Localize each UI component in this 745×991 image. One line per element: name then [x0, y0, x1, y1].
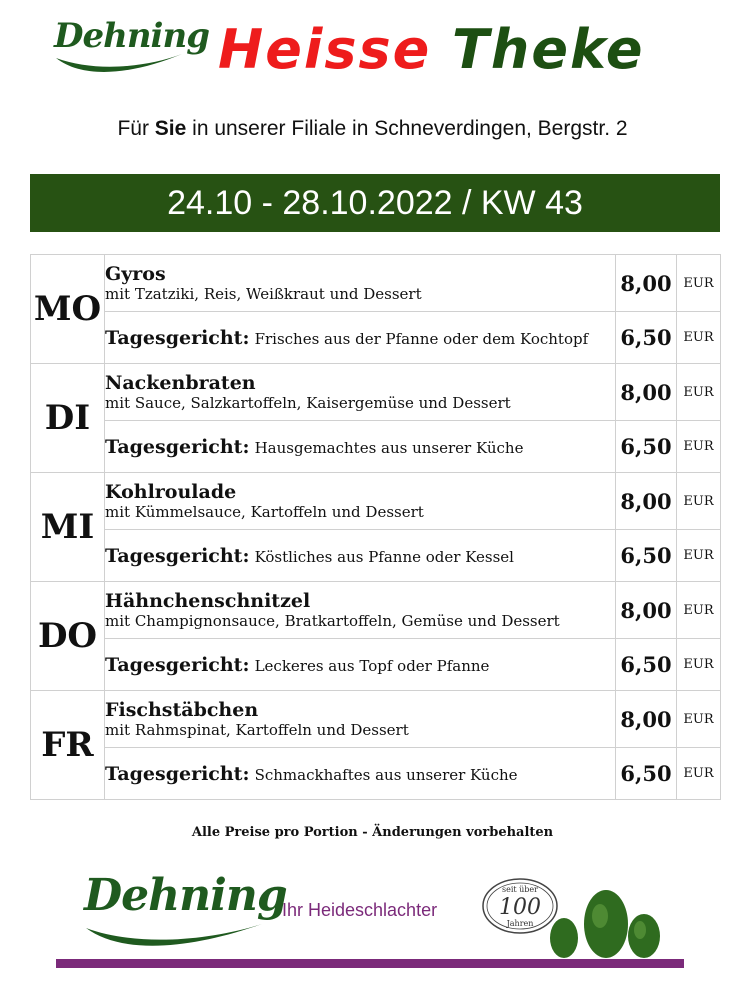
daily-label: Tagesgericht: — [105, 326, 250, 349]
dish-cell — [105, 691, 616, 748]
dish-sides: mit Champignonsauce, Bratkartoffeln, Gemüse und Dessert — [105, 611, 560, 630]
daily-cell — [105, 312, 616, 364]
dish-price: 8,00 — [616, 255, 677, 312]
dish-currency: EUR — [677, 255, 721, 312]
day-label: MI — [31, 473, 105, 582]
dish-currency: EUR — [677, 473, 721, 530]
daily-price: 6,50 — [616, 312, 677, 364]
slogan: Ihr Heideschlachter — [282, 900, 438, 920]
daily-label: Tagesgericht: — [105, 435, 250, 458]
daily-text: Köstliches aus Pfanne oder Kessel — [254, 547, 514, 566]
seal-bottom-text: Jahren — [506, 919, 534, 928]
footer-logo-wordmark: Dehning — [84, 870, 287, 921]
daily-cell — [105, 421, 616, 473]
logo-wordmark: Dehning — [54, 16, 209, 56]
dish-sides: mit Rahmspinat, Kartoffeln und Dessert — [105, 720, 409, 739]
menu-row-main — [31, 255, 721, 312]
daily-text: Leckeres aus Topf oder Pfanne — [254, 656, 490, 675]
menu-row-daily — [31, 639, 721, 691]
subtitle-prefix: Für — [117, 117, 155, 140]
dish-cell — [105, 582, 616, 639]
dish-currency: EUR — [677, 364, 721, 421]
dish-cell — [105, 364, 616, 421]
dish-name: Kohlroulade — [105, 480, 237, 503]
day-label: DI — [31, 364, 105, 473]
dish-sides: mit Kümmelsauce, Kartoffeln und Dessert — [105, 502, 424, 521]
dish-price: 8,00 — [616, 582, 677, 639]
daily-label: Tagesgericht: — [105, 544, 250, 567]
menu-row-main — [31, 691, 721, 748]
day-label: MO — [31, 255, 105, 364]
menu-table — [30, 254, 721, 800]
dish-sides: mit Sauce, Salzkartoffeln, Kaisergemüse und Dessert — [105, 393, 511, 412]
daily-currency: EUR — [677, 748, 721, 800]
menu-row-main — [31, 582, 721, 639]
dish-cell — [105, 255, 616, 312]
title-word-heisse: Heisse — [218, 18, 432, 81]
header — [0, 0, 745, 100]
daily-currency: EUR — [677, 530, 721, 582]
daily-price: 6,50 — [616, 639, 677, 691]
dish-name: Hähnchenschnitzel — [105, 589, 311, 612]
dish-currency: EUR — [677, 582, 721, 639]
menu-row-daily — [31, 421, 721, 473]
daily-cell — [105, 748, 616, 800]
daily-label: Tagesgericht: — [105, 653, 250, 676]
dish-cell — [105, 473, 616, 530]
dish-price: 8,00 — [616, 691, 677, 748]
dish-price: 8,00 — [616, 364, 677, 421]
date-range-banner: 24.10 - 28.10.2022 / KW 43 — [30, 174, 720, 232]
seal-number: 100 — [499, 895, 541, 920]
location-subtitle — [0, 117, 745, 141]
dish-sides: mit Tzatziki, Reis, Weißkraut und Dessert — [105, 284, 422, 303]
day-label: FR — [31, 691, 105, 800]
daily-cell — [105, 639, 616, 691]
daily-text: Frisches aus der Pfanne oder dem Kochtopf — [254, 329, 589, 348]
subtitle-suffix: in unserer Filiale in Schneverdingen, Bergstr. 2 — [186, 117, 628, 140]
daily-price: 6,50 — [616, 748, 677, 800]
daily-text: Schmackhaftes aus unserer Küche — [254, 765, 518, 784]
footer-logo-swoosh-icon — [84, 922, 264, 952]
daily-price: 6,50 — [616, 530, 677, 582]
page-title — [218, 18, 718, 88]
trees-icon — [548, 886, 668, 962]
footer-dehning-logo — [84, 870, 287, 921]
dish-currency: EUR — [677, 691, 721, 748]
daily-currency: EUR — [677, 312, 721, 364]
dish-price: 8,00 — [616, 473, 677, 530]
logo-swoosh-icon — [54, 50, 184, 80]
daily-label: Tagesgericht: — [105, 762, 250, 785]
menu-row-main — [31, 473, 721, 530]
daily-currency: EUR — [677, 421, 721, 473]
daily-text: Hausgemachtes aus unserer Küche — [254, 438, 524, 457]
price-footnote: Alle Preise pro Portion - Änderungen vorbehalten — [191, 825, 554, 840]
subtitle-bold: Sie — [154, 117, 187, 140]
daily-price: 6,50 — [616, 421, 677, 473]
day-label: DO — [31, 582, 105, 691]
menu-row-daily — [31, 530, 721, 582]
footer-purple-bar — [56, 959, 684, 968]
seal-top-text: seit über — [502, 885, 538, 894]
menu-row-daily — [31, 312, 721, 364]
dish-name: Gyros — [105, 262, 166, 285]
title-word-theke: Theke — [452, 18, 645, 81]
daily-currency: EUR — [677, 639, 721, 691]
menu-row-daily — [31, 748, 721, 800]
dish-name: Nackenbraten — [105, 371, 256, 394]
dish-name: Fischstäbchen — [105, 698, 259, 721]
menu-row-main — [31, 364, 721, 421]
daily-cell — [105, 530, 616, 582]
dehning-logo — [54, 14, 209, 84]
